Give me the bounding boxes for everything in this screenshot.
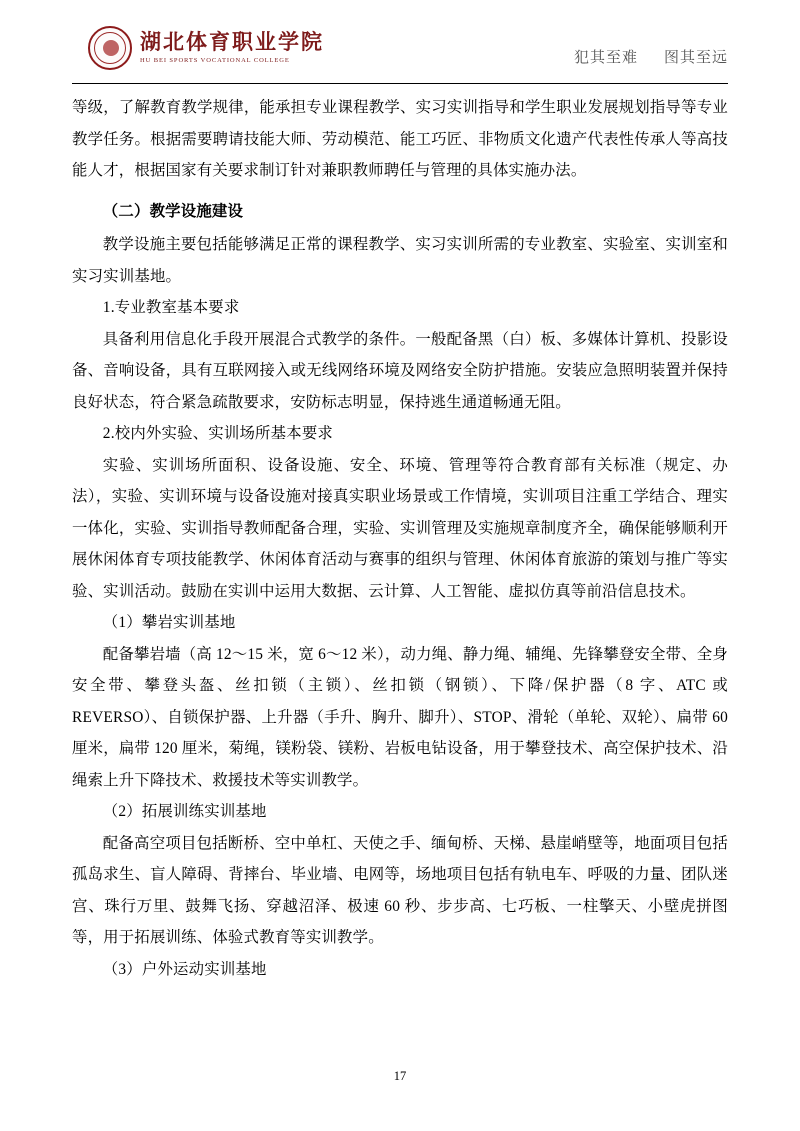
- paragraph-expansion-base: 配备高空项目包括断桥、空中单杠、天使之手、缅甸桥、天梯、悬崖峭壁等，地面项目包括孤岛求生、盲人障碍、背摔台、毕业墙、电网等，场地项目包括有轨电车、呼吸的力量、团队迷宫、珠行万里、鼓舞飞扬、穿越沼泽、极速 60 秒、步步高、七巧板、一柱擎天、小壁虎拼图等，用于拓展训练、体验式教育等实训教学。: [72, 834, 728, 946]
- paragraph-lab-requirements: 实验、实训场所面积、设备设施、安全、环境、管理等符合教育部有关标准（规定、办法），实验、实训环境与设备设施对接真实职业场景或工作情境，实训项目注重工学结合、理实一体化，实验、实训指导教师配备合理，实验、实训管理及实施规章制度齐全，确保能够顺利开展休闲体育专项技能教学、休闲体育活动与赛事的组织与管理、休闲体育旅游的策划与推广等实验、实训活动。鼓励在实训中运用大数据、云计算、人工智能、虚拟仿真等前沿信息技术。: [72, 456, 728, 600]
- paragraph-continued: 等级，了解教育教学规律，能承担专业课程教学、实习实训指导和学生职业发展规划指导等专业教学任务。根据需要聘请技能大师、劳动模范、能工巧匠、非物质文化遗产代表性传承人等高技能人才，根据国家有关要求制订针对兼职教师聘任与管理的具体实施办法。: [72, 99, 728, 179]
- paragraph-classroom-requirements: 具备利用信息化手段开展混合式教学的条件。一般配备黑（白）板、多媒体计算机、投影设备、音响设备，具有互联网接入或无线网络环境及网络安全防护措施。安装应急照明装置并保持良好状态，符合紧急疏散要求，安防标志明显，保持逃生通道畅通无阻。: [72, 330, 728, 411]
- college-name-en: HU BEI SPORTS VOCATIONAL COLLEGE: [140, 57, 290, 64]
- item-title-expansion-base: （2）拓展训练实训基地: [102, 803, 267, 820]
- header-divider: [72, 83, 728, 84]
- subheading-classroom-requirements: 1.专业教室基本要求: [102, 299, 240, 316]
- motto-left: 犯其至难: [573, 50, 638, 66]
- item-title-climbing-base: （1）攀岩实训基地: [102, 614, 236, 631]
- page-number: 17: [393, 1069, 407, 1083]
- college-logo: [88, 26, 324, 70]
- paragraph-facilities-overview: 教学设施主要包括能够满足正常的课程教学、实习实训所需的专业教室、实验室、实训室和实习实训基地。: [72, 236, 728, 285]
- motto-right: 图其至远: [663, 50, 728, 66]
- college-name-cn: 湖北体育职业学院: [140, 30, 324, 54]
- paragraph-climbing-base: 配备攀岩墙（高 12～15 米，宽 6～12 米），动力绳、静力绳、辅绳、先锋攀登安全带、全身安全带、攀登头盔、丝扣锁（主锁）、丝扣锁（钢锁）、下降/保护器（8 字、ATC 或 REVERSO）、自锁保护器、上升器（手升、胸升、脚升）、STOP、滑轮（单轮、双轮）、扁带 60 厘米，扁带 120 厘米，菊绳，镁粉袋、镁粉、岩板电钻设备，用于攀登技术、高空保护技术、沿绳索上升下降技术、救援技术等实训教学。: [72, 645, 728, 789]
- college-seal-icon: [88, 26, 132, 70]
- header-motto: [574, 46, 728, 67]
- item-title-outdoor-base: （3）户外运动实训基地: [102, 960, 267, 978]
- college-logo-text: [140, 30, 324, 66]
- document-body: [72, 92, 728, 985]
- section-heading-teaching-facilities: （二）教学设施建设: [102, 202, 244, 220]
- page-header: [0, 0, 800, 84]
- subheading-lab-requirements: 2.校内外实验、实训场所基本要求: [102, 425, 334, 442]
